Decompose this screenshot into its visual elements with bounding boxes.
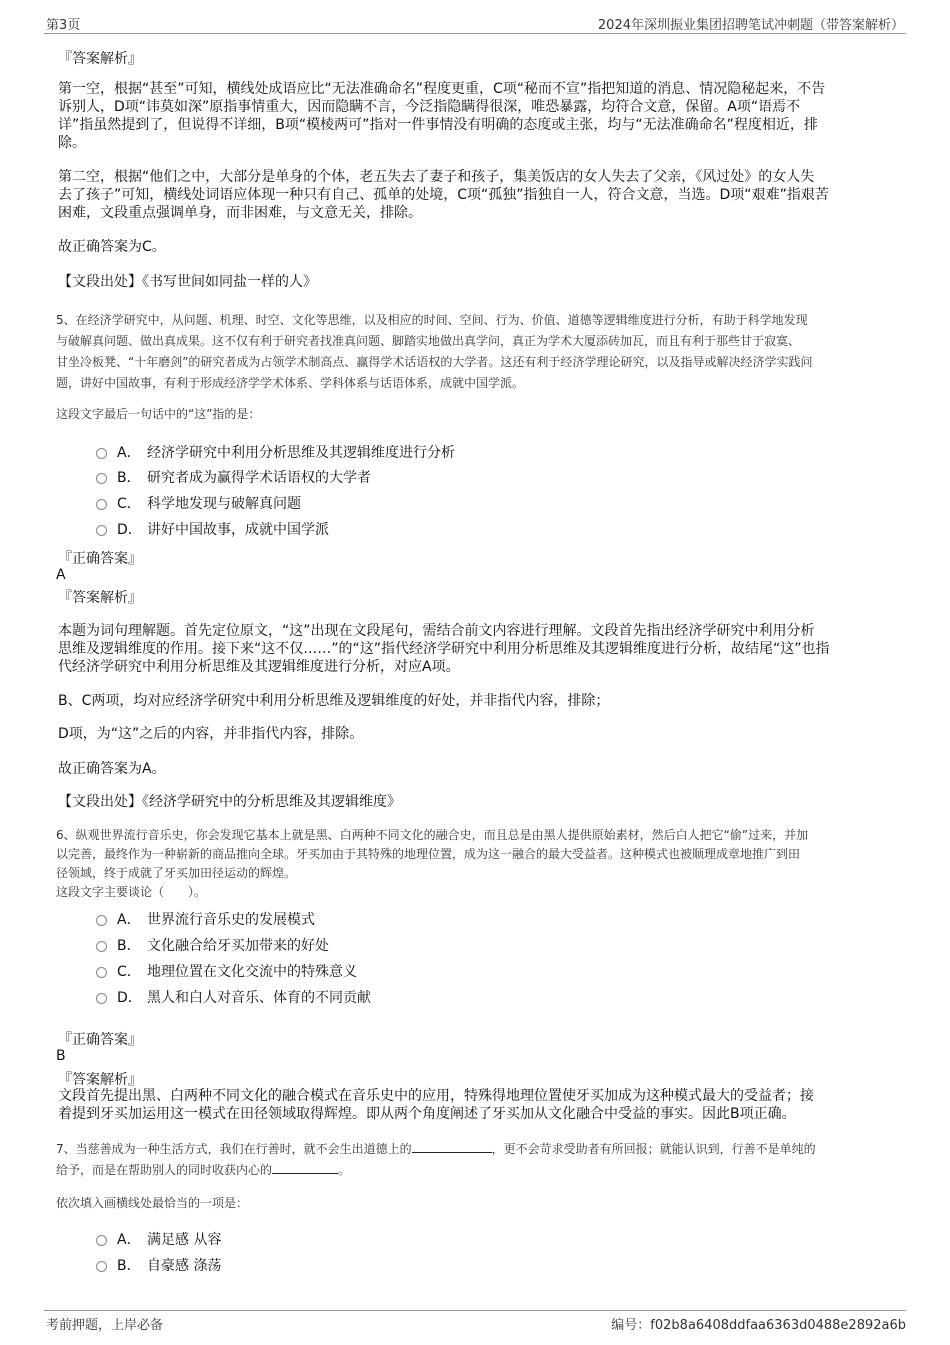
radio-icon[interactable] [96, 915, 107, 926]
document-id: 编号：f02b8a6408ddfaa6363d0488e2892a6b [611, 1318, 906, 1333]
option-letter: A． [117, 1232, 141, 1248]
text-line: 与破解真问题、做出真成果。这不仅有利于研究者找准真问题、脚踏实地做出真学问，真正为学术大厦添砖加瓦，而且有利于那些甘于寂寞、 [56, 334, 801, 348]
q5-analysis-paragraph-1 [58, 622, 830, 676]
q5-source: 【文段出处】《经济学研究中的分析思维及其逻辑维度》 [58, 794, 401, 810]
q7-option-a[interactable] [96, 1229, 221, 1249]
q6-analysis-heading: 『答案解析』 [58, 1072, 142, 1088]
option-text: 黑人和白人对音乐、体育的不同贡献 [147, 990, 371, 1006]
option-text: 世界流行音乐史的发展模式 [147, 912, 315, 928]
text-line: 文段首先提出黑、白两种不同文化的融合模式在音乐史中的应用，特殊得地理位置使牙买加成为这种模式最大的受益者；接 [58, 1088, 814, 1104]
radio-icon[interactable] [96, 993, 107, 1004]
text-line [56, 1160, 816, 1181]
radio-icon[interactable] [96, 967, 107, 978]
q5-question: 这段文字最后一句话中的“这”指的是： [56, 407, 261, 421]
q5-conclusion: 故正确答案为A。 [58, 761, 166, 777]
option-letter: B． [117, 470, 141, 486]
q5-analysis-heading: 『答案解析』 [58, 590, 142, 606]
q5-answer-heading: 『正确答案』 [58, 551, 142, 567]
text-line: 除。 [58, 135, 86, 151]
radio-icon[interactable] [96, 941, 107, 952]
header-divider [44, 33, 906, 34]
q4-analysis-heading: 『答案解析』 [58, 51, 142, 67]
text-line: 题，讲好中国故事，有利于形成经济学学术体系、学科体系与话语体系，成就中国学派。 [56, 376, 525, 390]
option-text: 讲好中国故事，成就中国学派 [147, 522, 329, 538]
stem-text: ，更不会苛求受助者有所回报；就能认识到，行善不是单纯的 [491, 1142, 816, 1156]
option-letter: B． [117, 938, 141, 954]
q5-answer: A [56, 567, 66, 583]
option-letter: C． [117, 496, 141, 512]
option-text: 地理位置在文化交流中的特殊意义 [147, 964, 357, 980]
text-line: 甘坐冷板凳、“十年磨剑”的研究者成为占领学术制高点、赢得学术话语权的大学者。这还有利于经济学理论研究，以及指导或解决经济学实践问 [56, 355, 813, 369]
q5-option-b[interactable] [96, 467, 371, 487]
q4-analysis-paragraph-1 [58, 80, 825, 152]
page-number: 第3页 [46, 18, 81, 33]
q7-stem [56, 1139, 816, 1181]
stem-text: 7、当慈善成为一种生活方式，我们在行善时，就不会生出道德上的 [56, 1142, 412, 1156]
text-line: 第一空，根据“甚至”可知，横线处成语应比“无法准确命名”程度更重，C项“秘而不宣”指把知道的消息、情况隐秘起来，不告 [58, 81, 826, 97]
text-line: 6、纵观世界流行音乐史，你会发现它基本上就是黑、白两种不同文化的融合史，而且总是由黑人提供原始素材，然后白人把它“偷”过来，并加 [56, 828, 809, 842]
q7-option-b[interactable] [96, 1255, 221, 1275]
option-text: 满足感 从容 [147, 1232, 222, 1248]
option-text: 自豪感 涤荡 [147, 1258, 222, 1274]
text-line: 思维及逻辑维度的作用。接下来“这不仅……”的“这”指代经济学研究中利用分析思维及其逻辑维度进行分析，故结尾“这”也指 [58, 641, 830, 657]
text-line [56, 1139, 816, 1160]
q6-stem [56, 826, 808, 902]
option-letter: D． [117, 990, 142, 1006]
text-line: 诉别人，D项“讳莫如深”原指事情重大，因而隐瞒不言，今泛指隐瞒得很深，唯恐暴露，均符合文意，保留。A项“语焉不 [58, 99, 801, 115]
q6-option-b[interactable] [96, 935, 329, 955]
text-line: 以完善，最终作为一种崭新的商品推向全球。牙买加由于其特殊的地理位置，成为这一融合的最大受益者。这种模式也被顺理成章地推广到田 [56, 847, 801, 861]
q5-analysis-paragraph-3: D项，为“这”之后的内容，并非指代内容，排除。 [58, 726, 364, 742]
q5-option-d[interactable] [96, 519, 329, 539]
document-title: 2024年深圳振业集团招聘笔试冲刺题（带答案解析） [597, 18, 904, 33]
stem-text: 给予，而是在帮助别人的同时收获内心的 [56, 1163, 273, 1177]
q4-conclusion: 故正确答案为C。 [58, 239, 166, 255]
option-text: 研究者成为赢得学术话语权的大学者 [147, 470, 371, 486]
text-line: 第二空，根据“他们之中，大部分是单身的个体，老五失去了妻子和孩子，集美饭店的女人失去了父亲，《风过处》的女人失 [58, 169, 815, 185]
radio-icon[interactable] [96, 473, 107, 484]
q5-option-a[interactable] [96, 442, 455, 462]
radio-icon[interactable] [96, 448, 107, 459]
footer-slogan: 考前押题，上岸必备 [46, 1318, 164, 1333]
radio-icon[interactable] [96, 525, 107, 536]
q6-answer: B [56, 1048, 66, 1064]
option-letter: B． [117, 1258, 141, 1274]
text-line: 详”指虽然提到了，但说得不详细，B项“模棱两可”指对一件事情没有明确的态度或主张，均与“无法准确命名”程度相近，排 [58, 117, 818, 133]
option-text: 文化融合给牙买加带来的好处 [147, 938, 329, 954]
q6-option-d[interactable] [96, 987, 371, 1007]
text-line: 径领域，终于成就了牙买加田径运动的辉煌。 [56, 866, 297, 880]
option-text: 科学地发现与破解真问题 [147, 496, 301, 512]
text-line: 5、在经济学研究中，从问题、机理、时空、文化等思维，以及相应的时间、空间、行为、价值、道德等逻辑维度进行分析，有助于科学地发现 [56, 313, 808, 327]
text-line: 本题为词句理解题。首先定位原文，“这”出现在文段尾句，需结合前文内容进行理解。文段首先指出经济学研究中利用分析 [58, 623, 815, 639]
q5-stem [56, 310, 812, 394]
option-letter: A． [117, 445, 141, 461]
stem-text: 。 [338, 1163, 351, 1177]
q7-question: 依次填入画横线处最恰当的一项是： [56, 1196, 249, 1210]
q4-analysis-paragraph-2 [58, 168, 829, 222]
radio-icon[interactable] [96, 1235, 107, 1246]
radio-icon[interactable] [96, 499, 107, 510]
fill-blank-2 [272, 1161, 338, 1174]
text-line: 着提到牙买加运用这一模式在田径领域取得辉煌。即从两个角度阐述了牙买加从文化融合中受益的事实。因此B项正确。 [58, 1106, 796, 1122]
q6-answer-heading: 『正确答案』 [58, 1032, 142, 1048]
q6-option-c[interactable] [96, 961, 357, 981]
fill-blank-1 [412, 1140, 492, 1153]
text-line: 这段文字主要谈论（ ）。 [56, 885, 207, 899]
text-line: 代经济学研究中利用分析思维及其逻辑维度进行分析，对应A项。 [58, 659, 460, 675]
option-letter: D． [117, 522, 142, 538]
option-letter: C． [117, 964, 141, 980]
text-line: 困难，文段重点强调单身，而非困难，与文意无关，排除。 [58, 205, 422, 221]
q5-analysis-paragraph-2: B、C两项，均对应经济学研究中利用分析思维及逻辑维度的好处，并非指代内容，排除； [58, 693, 610, 709]
text-line: 去了孩子”可知，横线处词语应体现一种只有自己、孤单的处境，C项“孤独”指独自一人，符合文意，当选。D项“艰难”指艰苦 [58, 187, 829, 203]
footer-divider [44, 1310, 906, 1311]
option-text: 经济学研究中利用分析思维及其逻辑维度进行分析 [147, 445, 455, 461]
option-letter: A． [117, 912, 141, 928]
radio-icon[interactable] [96, 1261, 107, 1272]
q4-source: 【文段出处】《书写世间如同盐一样的人》 [58, 274, 317, 290]
q6-option-a[interactable] [96, 909, 315, 929]
q6-analysis [58, 1087, 814, 1123]
q5-option-c[interactable] [96, 493, 301, 513]
